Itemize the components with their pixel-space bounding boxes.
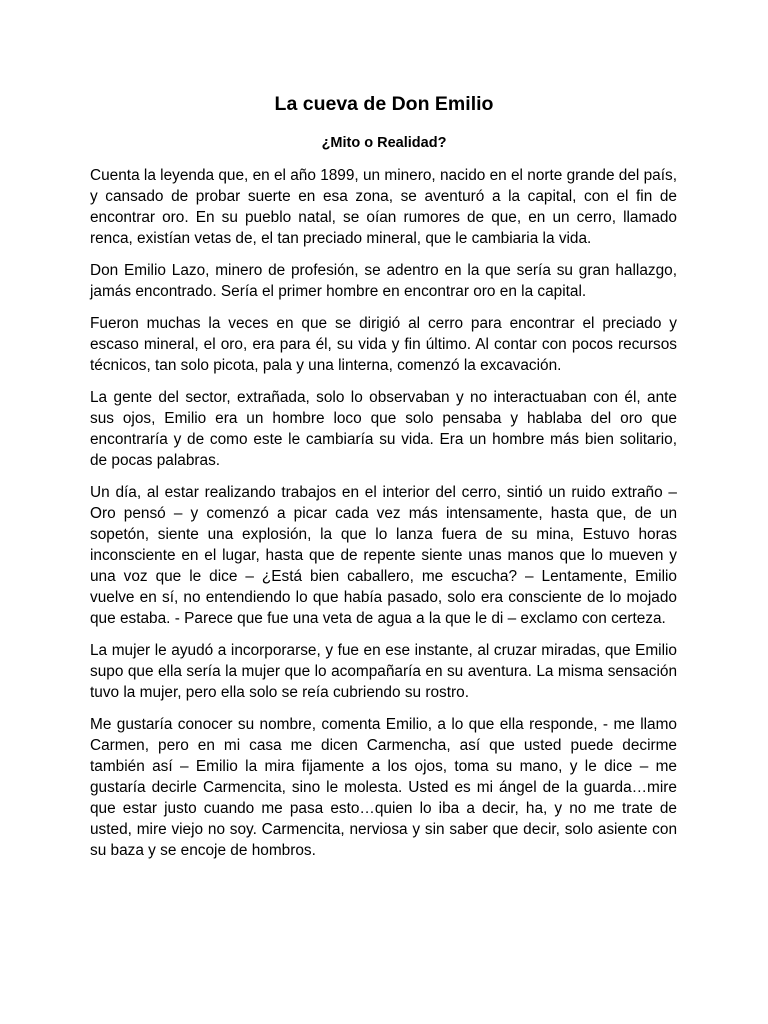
paragraph: La gente del sector, extrañada, solo lo observaban y no interactuaban con él, ante sus ojos, Emilio era un hombre loco que solo pensaba y hablaba del oro que encontraría y de como este le cambiaría su vida. Era un hombre más bien solitario, de pocas palabras. [90, 389, 677, 469]
paragraph: Un día, al estar realizando trabajos en el interior del cerro, sintió un ruido extraño – Oro pensó – y comenzó a picar cada vez más intensamente, hasta que, de un sopetón, siente una explosión, la que lo lanza fuera de su mina, Estuvo horas inconsciente en el lugar, hasta que de repente siente unas manos que lo mueven y una voz que le dice – ¿Está bien caballero, me escucha? – Lentamente, Emilio vuelve en sí, no entendiendo lo que había pasado, solo era consciente de lo mojado que estaba. - Parece que fue una veta de agua a la que le di – exclamo con certeza. [90, 484, 677, 627]
document-subtitle: ¿Mito o Realidad? [321, 135, 447, 151]
document-body [90, 165, 677, 872]
paragraph: Cuenta la leyenda que, en el año 1899, un minero, nacido en el norte grande del país, y cansado de probar suerte en esa zona, se aventuró a la capital, con el fin de encontrar oro. En su pueblo natal, se oían rumores de que, en un cerro, llamado renca, existían vetas de, el tan preciado mineral, que le cambiaria la vida. [90, 167, 677, 247]
document-title: La cueva de Don Emilio [274, 93, 494, 115]
paragraph: La mujer le ayudó a incorporarse, y fue en ese instante, al cruzar miradas, que Emilio supo que ella sería la mujer que lo acompañaría en su aventura. La misma sensación tuvo la mujer, pero ella solo se reía cubriendo su rostro. [90, 642, 677, 701]
paragraph: Me gustaría conocer su nombre, comenta Emilio, a lo que ella responde, - me llamo Carmen, pero en mi casa me dicen Carmencha, así que usted puede decirme también así – Emilio la mira fijamente a los ojos, toma su mano, y le dice – me gustaría decirle Carmencita, sino le molesta. Usted es mi ángel de la guarda…mire que estar justo cuando me pasa esto…quien lo iba a decir, ha, y no me trate de usted, mire viejo no soy. Carmencita, nerviosa y sin saber que decir, solo asiente con su baza y se encoje de hombros. [90, 716, 677, 859]
paragraph: Don Emilio Lazo, minero de profesión, se adentro en la que sería su gran hallazgo, jamás encontrado. Sería el primer hombre en encontrar oro en la capital. [90, 262, 677, 300]
paragraph: Fueron muchas la veces en que se dirigió al cerro para encontrar el preciado y escaso mineral, el oro, era para él, su vida y fin último. Al contar con pocos recursos técnicos, tan solo picota, pala y una linterna, comenzó la excavación. [90, 315, 677, 374]
